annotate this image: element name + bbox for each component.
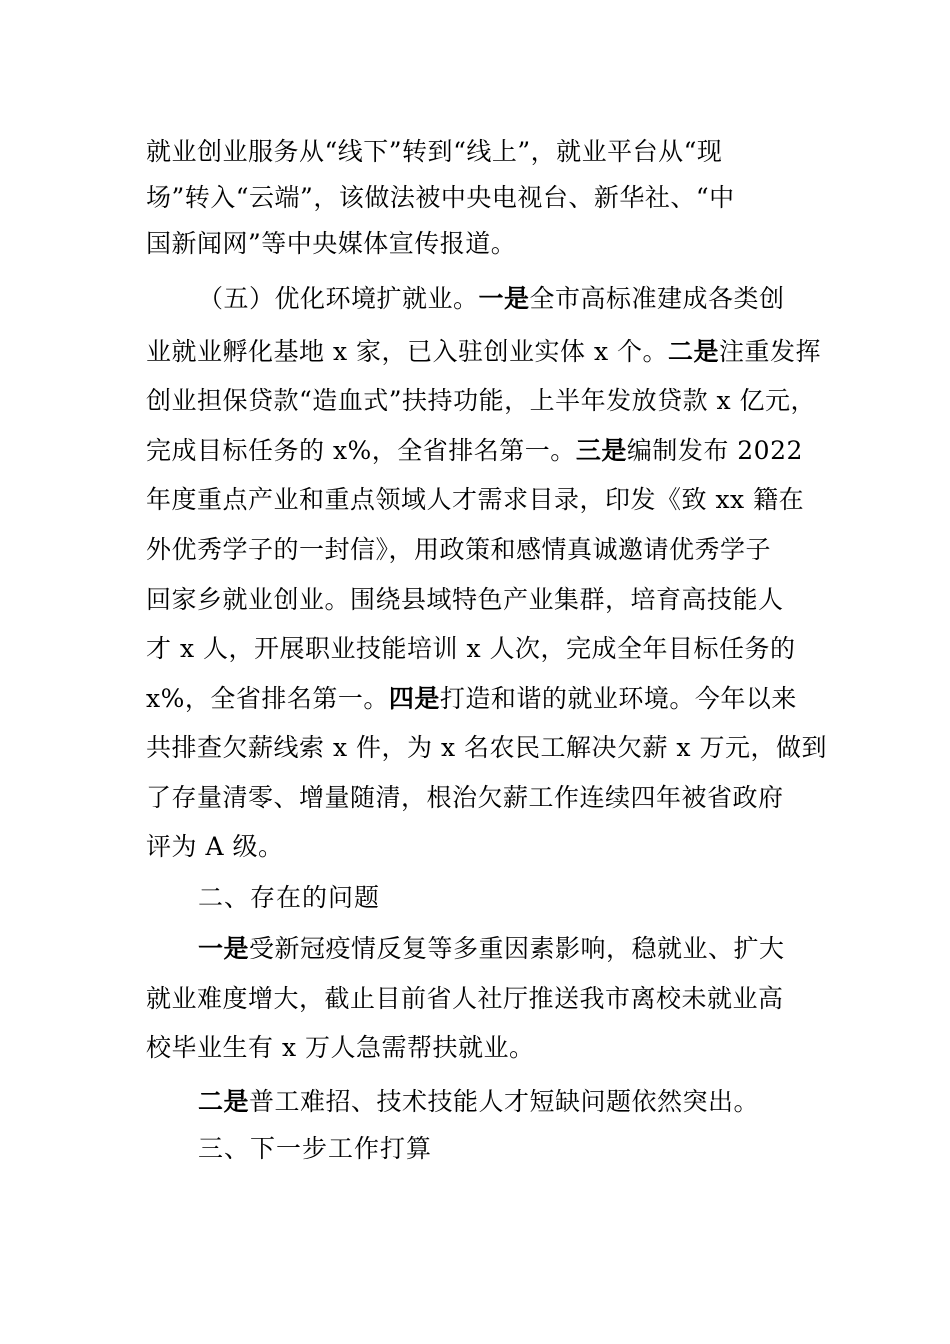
text-line-15: 评为 A 级。 bbox=[146, 832, 284, 861]
problem-two-line: 二是普工难招、技术技能人才短缺问题依然突出。 bbox=[198, 1087, 760, 1116]
text-line-19: 校毕业生有 x 万人急需帮扶就业。 bbox=[146, 1033, 535, 1062]
text-line-14: 了存量清零、增量随清，根治欠薪工作连续四年被省政府 bbox=[146, 783, 784, 812]
bold-keyword: 一是 bbox=[198, 934, 250, 963]
text-line-11: 才 x 人，开展职业技能培训 x 人次，完成全年目标任务的 bbox=[146, 634, 796, 663]
bold-keyword: 二是 bbox=[668, 337, 720, 366]
text-line-6: 创业担保贷款“造血式”扶持功能，上半年发放贷款 x 亿元， bbox=[146, 386, 817, 415]
bold-keyword: 二是 bbox=[198, 1087, 250, 1116]
text-line-5: 业就业孵化基地 x 家，已入驻创业实体 x 个。二是注重发挥 bbox=[146, 337, 822, 366]
section-five-first-line: （五）优化环境扩就业。一是全市高标准建成各类创 bbox=[198, 284, 785, 313]
section-heading-next-steps: 三、下一步工作打算 bbox=[198, 1134, 433, 1163]
section-heading-problems: 二、存在的问题 bbox=[198, 883, 381, 912]
text-line-1: 就业创业服务从“线下”转到“线上”，就业平台从“现 bbox=[146, 137, 723, 166]
bold-keyword: 三是 bbox=[575, 436, 627, 465]
text-line-8: 年度重点产业和重点领域人才需求目录，印发《致 xx 籍在 bbox=[146, 485, 805, 514]
text-line-10: 回家乡就业创业。围绕县域特色产业集群，培育高技能人 bbox=[146, 585, 784, 614]
text-line-18: 就业难度增大，截止目前省人社厅推送我市离校未就业高 bbox=[146, 984, 784, 1013]
bold-keyword: 四是 bbox=[388, 684, 440, 713]
text-line-2: 场”转入“云端”，该做法被中央电视台、新华社、“中 bbox=[146, 183, 735, 212]
bold-keyword: 一是 bbox=[478, 284, 530, 313]
problem-one-first-line: 一是受新冠疫情反复等多重因素影响，稳就业、扩大 bbox=[198, 934, 785, 963]
text-line-9: 外优秀学子的一封信》，用政策和感情真诚邀请优秀学子 bbox=[146, 535, 772, 564]
text-line-3: 国新闻网”等中央媒体宣传报道。 bbox=[146, 229, 517, 258]
text-line-7: 完成目标任务的 x%，全省排名第一。三是编制发布 2022 bbox=[146, 436, 803, 465]
text-line-13: 共排查欠薪线索 x 件，为 x 名农民工解决欠薪 x 万元，做到 bbox=[146, 733, 827, 762]
text-line-12: x%，全省排名第一。四是打造和谐的就业环境。今年以来 bbox=[146, 684, 797, 713]
